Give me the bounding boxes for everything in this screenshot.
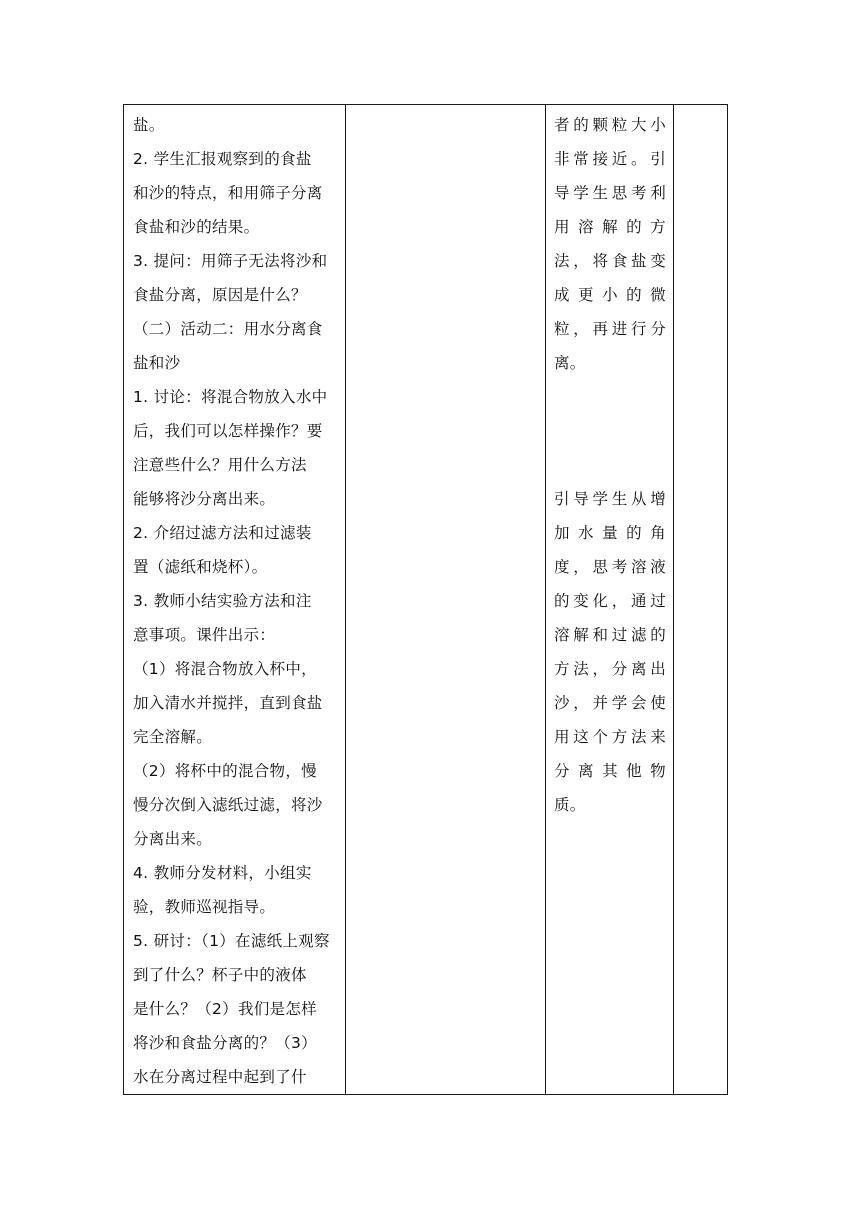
text-line: 是什么？（2）我们是怎样 — [133, 1000, 317, 1018]
text-line: 质。 — [554, 796, 586, 814]
text-line: 法，将食盐变 — [554, 252, 666, 270]
text-line: 的变化，通过 — [554, 592, 666, 610]
text-line: 沙，并学会使 — [554, 694, 666, 712]
text-line: 水在分离过程中起到了什 — [133, 1068, 307, 1086]
text-line: 意事项。课件出示： — [133, 626, 276, 644]
design-intent-text — [546, 105, 673, 822]
text-line: 引导学生从增 — [554, 490, 666, 508]
text-line: 慢分次倒入滤纸过滤，将沙 — [133, 796, 323, 814]
text-line: （二）活动二：用水分离食 — [133, 320, 323, 338]
lesson-plan-table — [123, 104, 728, 1095]
text-line: 用溶解的方 — [554, 218, 666, 236]
text-line: 3. 提问：用筛子无法将沙和 — [133, 252, 328, 270]
text-line: 加水量的角 — [554, 524, 666, 542]
text-line: 溶解和过滤的 — [554, 626, 666, 644]
text-line: 方法，分离出 — [554, 660, 666, 678]
text-line: 注意些什么？用什么方法 — [133, 456, 307, 474]
text-line: 后，我们可以怎样操作？要 — [133, 422, 323, 440]
text-line: 将沙和食盐分离的？（3） — [133, 1034, 317, 1052]
text-line: 1. 讨论：将混合物放入水中 — [133, 388, 328, 406]
text-line: 3. 教师小结实验方法和注 — [133, 592, 312, 610]
notes-cell — [674, 105, 728, 1095]
table-row — [124, 105, 728, 1095]
text-line: 成更小的微 — [554, 286, 666, 304]
teaching-process-text — [124, 105, 345, 1094]
teaching-process-cell — [124, 105, 346, 1095]
text-line: 者的颗粒大小 — [554, 116, 666, 134]
text-line: （1）将混合物放入杯中， — [133, 660, 317, 678]
text-line: 分离其他物 — [554, 762, 666, 780]
text-line: 盐。 — [133, 116, 165, 134]
text-line: 离。 — [554, 354, 586, 372]
design-intent-cell — [546, 105, 674, 1095]
text-line: 5. 研讨：（1）在滤纸上观察 — [133, 932, 330, 950]
text-line: （2）将杯中的混合物，慢 — [133, 762, 317, 780]
text-line: 食盐和沙的结果。 — [133, 218, 260, 236]
text-line: 完全溶解。 — [133, 728, 213, 746]
text-line: 能够将沙分离出来。 — [133, 490, 276, 508]
text-line: 加入清水并搅拌，直到食盐 — [133, 694, 323, 712]
text-line: 和沙的特点，和用筛子分离 — [133, 184, 323, 202]
text-line: 度，思考溶液 — [554, 558, 666, 576]
text-line: 盐和沙 — [133, 354, 181, 372]
text-line: 验，教师巡视指导。 — [133, 898, 276, 916]
text-line: 粒，再进行分 — [554, 320, 666, 338]
text-line: 2. 学生汇报观察到的食盐 — [133, 150, 312, 168]
text-line: 食盐分离，原因是什么？ — [133, 286, 307, 304]
design-intent-block-1 — [554, 108, 666, 380]
design-intent-block-2 — [554, 482, 666, 822]
text-line: 2. 介绍过滤方法和过滤装 — [133, 524, 312, 542]
text-line: 分离出来。 — [133, 830, 213, 848]
text-line: 用这个方法来 — [554, 728, 666, 746]
text-line: 到了什么？杯子中的液体 — [133, 966, 307, 984]
text-line: 4. 教师分发材料，小组实 — [133, 864, 312, 882]
text-line: 导学生思考利 — [554, 184, 666, 202]
text-line: 置（滤纸和烧杯）。 — [133, 558, 268, 576]
student-activity-cell — [346, 105, 546, 1095]
text-line: 非常接近。引 — [554, 150, 666, 168]
